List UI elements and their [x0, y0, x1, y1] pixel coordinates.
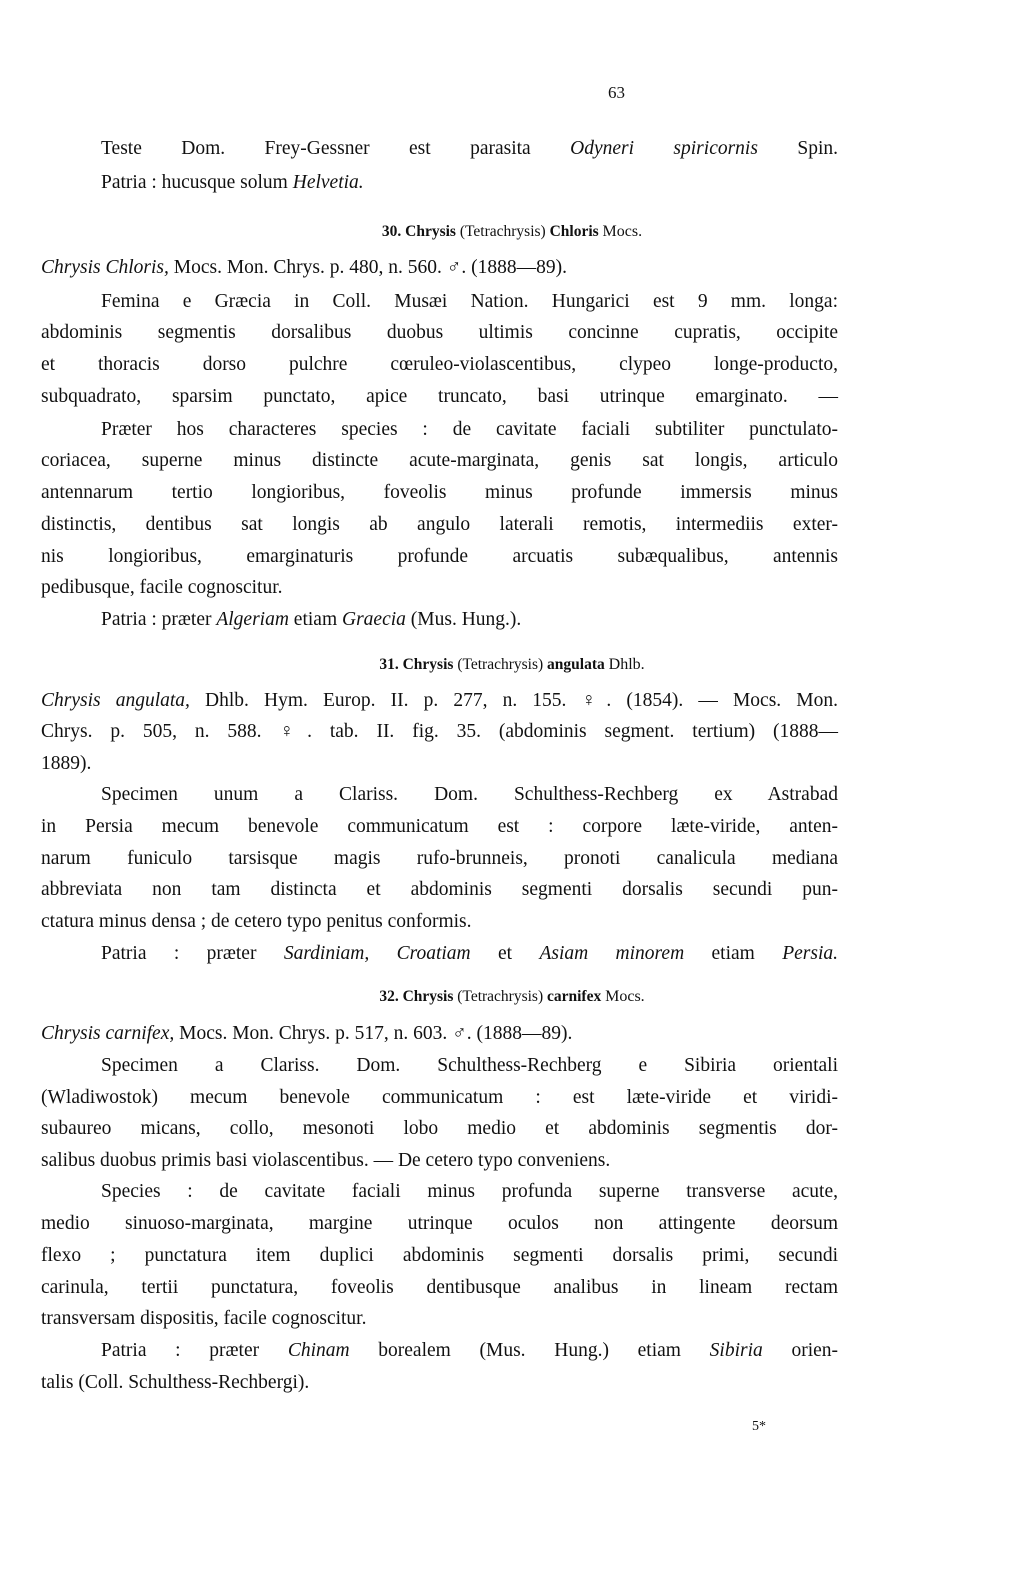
- species-heading: [0, 655, 1024, 675]
- text-run: coriacea, superne minus distincte acute-marginata, genis sat longis, articulo: [41, 450, 838, 471]
- text-run: (Wladiwostok) mecum benevole communicatum : est læte-viride et viridi-: [41, 1087, 838, 1108]
- text-line: [41, 910, 838, 934]
- text-line: [101, 1339, 838, 1363]
- italic-text: Chrysis Chloris,: [41, 257, 169, 278]
- text-line: [41, 1022, 838, 1046]
- text-line: [41, 815, 838, 839]
- text-run: Patria : hucusque solum: [101, 172, 293, 193]
- heading-number: 30.: [381, 223, 402, 240]
- text-line: [41, 1276, 838, 1300]
- text-run: antennarum tertio longioribus, foveolis minus profunde immersis minus: [41, 482, 838, 503]
- heading-subgenus: (Tetrachrysis): [457, 656, 544, 673]
- heading-species: Chloris: [549, 223, 599, 240]
- text-run: talis (Coll. Schulthess-Rechbergi).: [41, 1372, 310, 1393]
- italic-text: Odyneri spiricornis: [570, 138, 758, 159]
- heading-author: Mocs.: [602, 223, 643, 240]
- text-run: Species : de cavitate faciali minus profunda superne transverse acute,: [101, 1181, 838, 1202]
- text-run: Mocs. Mon. Chrys. p. 480, n. 560. ♂. (1888—89).: [168, 257, 567, 278]
- heading-author: Mocs.: [605, 988, 645, 1005]
- text-run: pedibusque, facile cognoscitur.: [41, 577, 283, 598]
- text-run: Specimen unum a Clariss. Dom. Schulthess-Rechberg ex Astrabad: [101, 784, 838, 805]
- text-line: [101, 171, 838, 195]
- italic-text: Chrysis carnifex,: [41, 1023, 175, 1044]
- text-line: [41, 1212, 838, 1236]
- text-line: [41, 256, 838, 280]
- text-line: [41, 353, 838, 377]
- text-run: flexo ; punctatura item duplici abdominis segmenti dorsalis primi, secundi: [41, 1245, 838, 1266]
- text-run: in Persia mecum benevole communicatum est : corpore læte-viride, anten-: [41, 816, 838, 837]
- text-run: subaureo micans, collo, mesonoti lobo medio et abdominis segmentis dor-: [41, 1118, 838, 1139]
- species-heading: [0, 222, 1024, 242]
- text-line: [41, 1086, 838, 1110]
- text-run: Dhlb. Hym. Europ. II. p. 277, n. 155. ♀. (1854). — Mocs. Mon.: [189, 690, 838, 711]
- text-run: Femina e Græcia in Coll. Musæi Nation. Hungarici est 9 mm. longa:: [101, 291, 838, 312]
- heading-species: carnifex: [547, 988, 602, 1005]
- text-line: [101, 783, 838, 807]
- page-number: 63: [608, 83, 625, 102]
- text-line: [41, 689, 838, 713]
- text-run: Præter hos characteres species : de cavitate faciali subtiliter punctulato-: [101, 419, 838, 440]
- heading-subgenus: (Tetrachrysis): [459, 223, 546, 240]
- text-run: abbreviata non tam distincta et abdominis segmenti dorsalis secundi pun-: [41, 879, 838, 900]
- text-line: [41, 1371, 838, 1395]
- text-run: Specimen a Clariss. Dom. Schulthess-Rechberg e Sibiria orientali: [101, 1055, 838, 1076]
- text-line: [41, 481, 838, 505]
- text-run: Mocs. Mon. Chrys. p. 517, n. 603. ♂. (1888—89).: [174, 1023, 573, 1044]
- signature-mark: 5*: [752, 1419, 766, 1434]
- text-run: et thoracis dorso pulchre cœruleo-violascentibus, clypeo longe-producto,: [41, 354, 838, 375]
- text-run: Patria : præter: [101, 609, 217, 630]
- text-line: [41, 878, 838, 902]
- text-line: [41, 1244, 838, 1268]
- italic-text: Chinam: [287, 1340, 350, 1361]
- text-run: Teste Dom. Frey-Gessner est parasita: [101, 138, 571, 159]
- text-run: salibus duobus primis basi violascentibus. — De cetero typo conveniens.: [41, 1150, 611, 1171]
- heading-genus: Chrysis: [402, 656, 454, 673]
- italic-text: Asiam minorem: [539, 943, 685, 964]
- text-line: [101, 942, 838, 966]
- heading-genus: Chrysis: [405, 223, 456, 240]
- text-run: narum funiculo tarsisque magis rufo-brunneis, pronoti canalicula mediana: [41, 848, 838, 869]
- text-line: [41, 720, 838, 744]
- text-line: [41, 1117, 838, 1141]
- species-heading: [0, 987, 1024, 1007]
- text-line: [41, 847, 838, 871]
- text-line: [101, 290, 838, 314]
- text-line: [41, 385, 838, 409]
- text-run: Patria : præter: [101, 1340, 288, 1361]
- text-run: (Mus. Hung.).: [405, 609, 522, 630]
- text-run: et: [470, 943, 540, 964]
- heading-number: 31.: [379, 656, 399, 673]
- heading-author: Dhlb.: [608, 656, 645, 673]
- text-line: [41, 576, 838, 600]
- text-run: subquadrato, sparsim punctato, apice truncato, basi utrinque emarginato. —: [41, 386, 838, 407]
- italic-text: Sardiniam, Croatiam: [283, 943, 471, 964]
- text-run: 1889).: [41, 753, 92, 774]
- text-run: distinctis, dentibus sat longis ab angulo laterali remotis, intermediis exter-: [41, 514, 838, 535]
- italic-text: Sibiria: [709, 1340, 763, 1361]
- text-line: [41, 545, 838, 569]
- heading-number: 32.: [379, 988, 399, 1005]
- text-run: etiam: [288, 609, 342, 630]
- text-run: ctatura minus densa ; de cetero typo penitus conformis.: [41, 911, 472, 932]
- text-line: [41, 449, 838, 473]
- italic-text: Algeriam: [216, 609, 289, 630]
- text-line: [41, 1307, 838, 1331]
- text-run: etiam: [684, 943, 783, 964]
- text-line: [101, 1054, 838, 1078]
- text-run: transversam dispositis, facile cognoscitur.: [41, 1308, 367, 1329]
- italic-text: Graecia: [342, 609, 406, 630]
- italic-text: Chrysis angulata,: [41, 690, 190, 711]
- heading-genus: Chrysis: [402, 988, 454, 1005]
- text-run: carinula, tertii punctatura, foveolis dentibusque analibus in lineam rectam: [41, 1277, 838, 1298]
- text-line: [41, 1149, 838, 1173]
- heading-species: angulata: [547, 656, 605, 673]
- text-run: abdominis segmentis dorsalibus duobus ultimis concinne cupratis, occipite: [41, 322, 838, 343]
- text-line: [41, 321, 838, 345]
- text-run: Patria : præter: [101, 943, 284, 964]
- heading-subgenus: (Tetrachrysis): [457, 988, 544, 1005]
- text-run: nis longioribus, emarginaturis profunde arcuatis subæqualibus, antennis: [41, 546, 838, 567]
- text-line: [41, 513, 838, 537]
- text-line: [41, 752, 838, 776]
- text-line: [101, 137, 838, 161]
- text-line: [101, 608, 838, 632]
- text-run: borealem (Mus. Hung.) etiam: [349, 1340, 710, 1361]
- text-run: Chrys. p. 505, n. 588. ♀. tab. II. fig. 35. (abdominis segment. tertium) (1888—: [41, 721, 838, 742]
- text-run: orien-: [762, 1340, 839, 1361]
- italic-text: Persia.: [782, 943, 838, 964]
- text-run: medio sinuoso-marginata, margine utrinque oculos non attingente deorsum: [41, 1213, 838, 1234]
- text-line: [101, 1180, 838, 1204]
- italic-text: Helvetia.: [292, 172, 364, 193]
- text-run: Spin.: [757, 138, 838, 159]
- text-line: [101, 418, 838, 442]
